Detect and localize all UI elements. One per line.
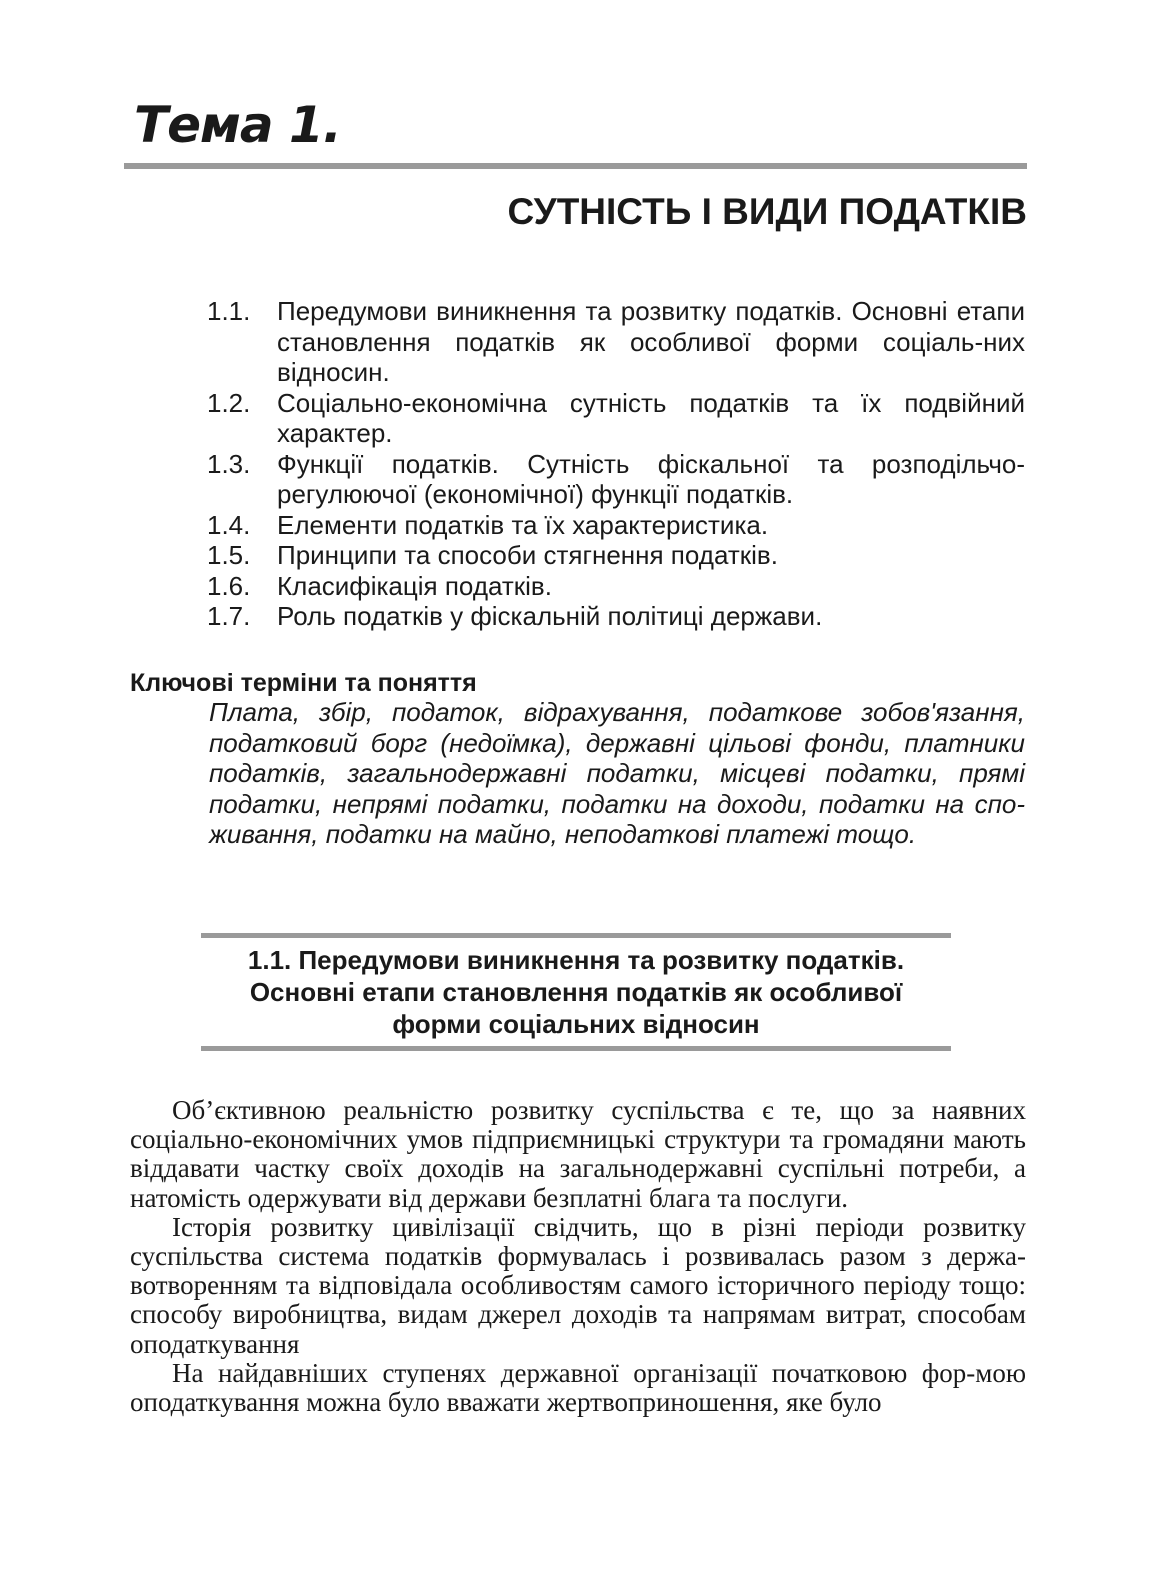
contents-list [207,296,1025,632]
topic-divider [124,163,1027,169]
key-terms-heading: Ключові терміни та поняття [130,669,477,697]
section-divider-bottom [201,1046,951,1051]
body-paragraph: На найдавніших ступенях державної організації початковою фор-мою оподаткування можна було вважати жертвоприношення, яке було [130,1357,1026,1418]
contents-item-number: 1.3. [207,448,251,479]
topic-title: СУТНІСТЬ І ВИДИ ПОДАТКІВ [507,191,1027,232]
contents-item [207,296,1025,388]
contents-item-text: Принципи та способи стягнення податків. [277,540,778,570]
contents-item-text: Функції податків. Сутність фіскальної та розподільчо-регулюючої (економічної) функції податків. [277,448,1025,509]
contents-item [207,449,1025,510]
topic-label: Тема 1. [134,96,341,154]
section-heading-line: форми соціальних відносин [392,1009,760,1039]
section-heading [201,944,951,1040]
contents-item-number: 1.1. [207,296,251,326]
contents-item-number: 1.7. [207,601,251,631]
contents-item-text: Передумови виникнення та розвитку податків. Основні етапи становлення податків як особливої форми соціаль-них відносин. [277,296,1025,387]
body-paragraph: Історія розвитку цивілізації свідчить, що в різні періоди розвитку суспільства система податків формувалась і розвивалась разом з держа-вотворенням та відповідала особливостям самого історичного періоду тощо: способу виробництва, видам джерел доходів та напрямам витрат, способам оподаткування [130,1211,1026,1359]
contents-item-number: 1.5. [207,540,251,570]
contents-item [207,540,1025,571]
contents-item-text: Класифікація податків. [277,570,552,601]
contents-item [207,510,1025,541]
body-paragraph: Об’єктивною реальністю розвитку суспільства є те, що за наявних соціально-економічних умов підприємницькі структури та громадяни мають віддавати частку своїх доходів на загальнодержавні суспільні потреби, а натомість одержувати від держави безплатні блага та послуги. [130,1095,1026,1213]
contents-item [207,388,1025,449]
contents-item-text: Роль податків у фіскальній політиці держави. [277,601,823,631]
section-heading-line: 1.1. Передумови виникнення та розвитку податків. [247,945,905,975]
section-heading-line: Основні етапи становлення податків як особливої [249,977,903,1007]
section-divider-top [201,933,951,938]
contents-item-number: 1.2. [207,387,251,418]
key-terms-text: Плата, збір, податок, відрахування, податкове зобов'язання, податковий борг (недоїмка), державні цільові фонди, платники податків, загальнодержавні податки, місцеві податки, прямі податки, непрямі податки, податки на доходи, податки на спо-живання, податки на майно, неподаткові платежі тощо. [209,697,1025,849]
body-text [130,1096,1026,1417]
contents-item-number: 1.4. [207,509,251,540]
contents-item [207,601,1025,632]
contents-item-text: Соціально-економічна сутність податків та їх подвійний характер. [277,387,1025,448]
contents-item-number: 1.6. [207,570,251,601]
contents-item-text: Елементи податків та їх характеристика. [277,509,769,540]
contents-item [207,571,1025,602]
